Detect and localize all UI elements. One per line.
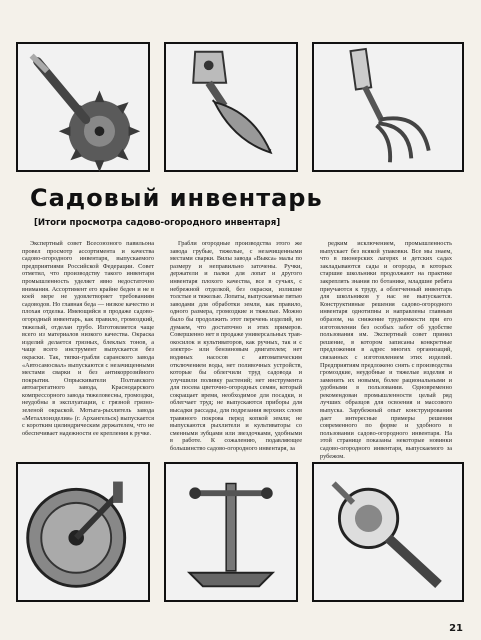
hose-nozzle-icon [314, 464, 462, 600]
claw-rake-icon [314, 44, 462, 170]
photo-hose-nozzle [312, 462, 464, 602]
column-2-text: Грабли огородные производства этого же завода грубые, тяжелые, с незачищенными местами сварки. Вилы завода «Выкса» малы по размеру и неправильно заточены. Ручки, держатели и палки для лопат и другого инвентаря плохого качества, все в сучьях, с небрежной отделкой, без окраски, излишне толстые и тяжелые. Лопаты, выпускаемые пятью заводами для обработки земли, как правило, одного размера, громоздкие и тяжелые. Можно было бы продолжить этот перечень изделий, но думаем, что достаточно и этих примеров. Совершенно нет в продаже универсальных травокосилок и культиваторов, как ручных, так и с электро- или бензиновым двигателем; нет водяных насосов с автоматическим отключением воды, нет поливочных устройств, которые бы облегчили труд садовода и улучшили поливку растений; нет инструмента для посева цветочно-огородных семян, который сокращает время, необходимое для посадки, и облегчает труд; не выпускаются приборы для высадки рассады, для подрезания верхних слоев травяного покрова перед копкой земли; не выпускаются рыхлители и культиваторы со сменными зубцами или звездочками, удобными в работе. К сожалению, подавляющее большинство садово-огородного инвентаря, за [170, 240, 302, 453]
text-column-1 [22, 240, 154, 452]
photo-gear-cultivator [16, 42, 150, 172]
article-title: Садовый инвентарь [30, 184, 323, 212]
photo-soil-scoop-tool [164, 42, 298, 172]
soil-scoop-icon [166, 44, 296, 170]
gear-cultivator-icon [18, 44, 148, 170]
photo-claw-rake [312, 42, 464, 172]
text-column-2 [170, 240, 302, 452]
photo-hose-reel [16, 462, 150, 602]
photo-rotary-sprinkler [164, 462, 298, 602]
column-1-text: Экспертный совет Всесоюзного павильона провел просмотр ассортимента и качества садово-огородного инвентаря, выпускаемого предприятиями Российской Федерации. Совет отметил, что производству такого инвентаря промышленность уделяет явно недостаточно внимания. Ассортимент его крайне беден и не в коей мере не удовлетворяет требованиям садоводов. Но главная беда — низкое качество и плохая отделка. Имеющийся в продаже садово-огородный инвентарь, как правило, громоздкий, тяжелый, отделан грубо. Изготовляется чаще всего из материалов низкого качества. Окраска изделий делается грязных, блеклых тонов, а чаще всего инструмент выпускается без окраски. Так, тяпки-грабли саранского завода «Автосамосвал» выпускаются с незачищенными местами сварки и без антикоррозийного покрытия. Опрыскиватели Полтавского автоагрегатного завода, Краснодарского компрессорного завода тяжеловесны, громоздки, неудобны в эксплуатации, с грязной грязно-зеленой окраской. Мотыга-рыхлитель завода «Металлоизделия» (г. Архангельск) выпускается с коротким цилиндрическим держателем, что не обеспечивает надежности ее крепления к ручке. [22, 240, 154, 437]
text-column-3 [320, 240, 452, 460]
sprinkler-icon [166, 464, 296, 600]
column-3-text: редким исключением, промышленность выпускает без всякой упаковки. Все мы знаем, что в пионерских лагерях и детских садах закладываются сады и огороды, в которых старшие школьники продолжают на практике закреплять знания по ботанике, младшие ребята приучаются к труду, а облегченный инвентарь для школьников у нас не выпускается. Конструктивные решения садово-огородного инвентаря однотипны и направлены главным образом, на снижение трудоемкости при его изготовлении без особых забот об удобстве пользования им. Экспертный совет принял решение, в котором записаны конкретные предложения в адрес многих организаций, связанных с изготовлением этих изделий. Предприятиям предложено снять с производства громоздкие, неудобные и тяжелые изделия и заменить их новыми, более рациональными и удобными в пользовании. Одновременно рекомендован промышленности целый ряд лучших образцов для освоения и массового выпуска. Зарубежный опыт конструирования дает интересные примеры решения современного по форме и удобного в пользовании садово-огородного инвентаря. На этой странице показаны некоторые новинки садово-огородного инвентаря, выпускаемого за рубежом. [320, 240, 452, 460]
page-number: 21 [449, 623, 463, 634]
hose-reel-icon [18, 464, 148, 600]
article-subtitle: [Итоги просмотра садово-огородного инвентаря] [34, 218, 281, 228]
